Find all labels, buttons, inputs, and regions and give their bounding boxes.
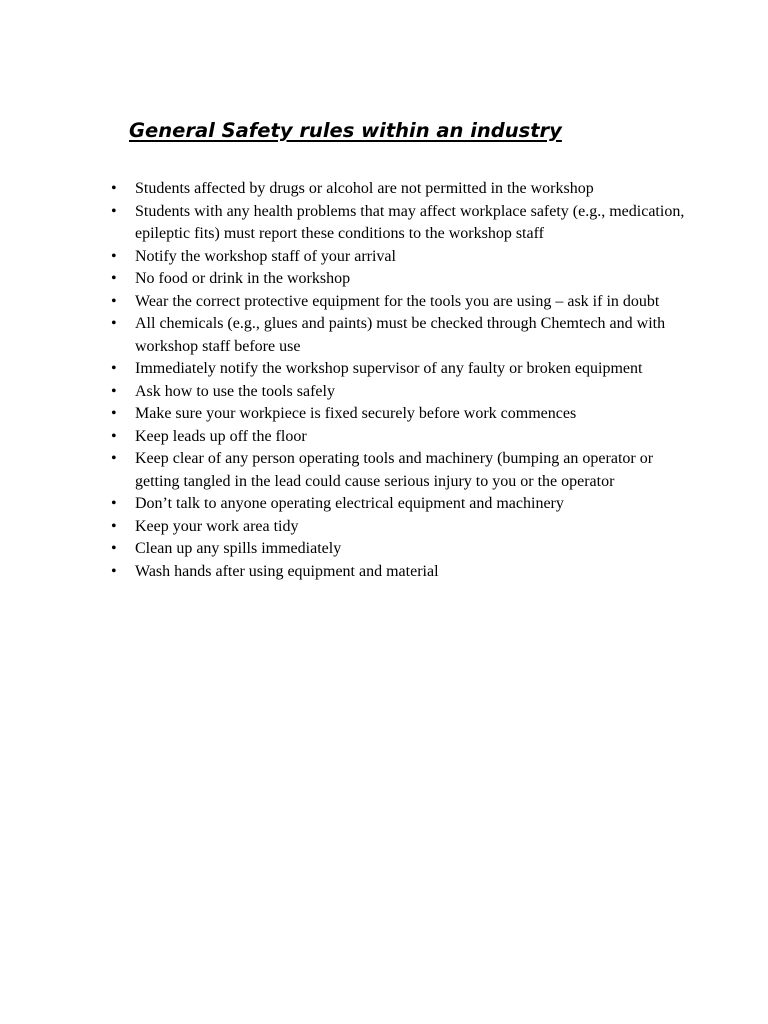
bullet-icon: •	[111, 562, 117, 580]
rule-text: Wash hands after using equipment and material	[135, 562, 439, 580]
bullet-icon: •	[111, 450, 117, 467]
rule-text: Immediately notify the workshop supervisor of any faulty or broken equipment	[135, 360, 643, 377]
rule-text: All chemicals (e.g., glues and paints) must be checked through Chemtech and with workshop staff before use	[135, 315, 666, 355]
rule-text: No food or drink in the workshop	[135, 270, 351, 287]
rule-text: Clean up any spills immediately	[135, 540, 342, 557]
rule-text: Notify the workshop staff of your arrival	[135, 247, 396, 265]
safety-rules-list	[106, 178, 696, 583]
bullet-icon: •	[111, 495, 117, 512]
bullet-icon: •	[111, 247, 117, 265]
bullet-icon: •	[111, 270, 117, 287]
bullet-icon: •	[111, 540, 117, 557]
list-item	[106, 381, 696, 404]
rule-text: Ask how to use the tools safely	[135, 382, 335, 400]
rule-text: Keep clear of any person operating tools and machinery (bumping an operator or getting tangled in the lead could cause serious injury to you or the operator	[135, 450, 654, 490]
list-item	[106, 516, 696, 539]
rule-text: Students affected by drugs or alcohol are not permitted in the workshop	[135, 180, 594, 197]
bullet-icon: •	[111, 517, 117, 535]
list-item	[106, 358, 696, 381]
rule-text: Keep leads up off the floor	[135, 427, 307, 445]
document-title: General Safety rules within an industry	[129, 119, 562, 142]
rule-text: Make sure your workpiece is fixed securely before work commences	[135, 405, 577, 422]
list-item	[106, 178, 696, 201]
bullet-icon: •	[111, 202, 117, 220]
rule-text: Students with any health problems that may affect workplace safety (e.g., medication, epileptic fits) must report these conditions to the workshop staff	[135, 202, 685, 242]
bullet-icon: •	[111, 292, 117, 310]
list-item	[106, 201, 696, 246]
list-item	[106, 448, 696, 493]
list-item	[106, 403, 696, 426]
bullet-icon: •	[111, 405, 117, 422]
list-item	[106, 426, 696, 449]
list-item	[106, 291, 696, 314]
bullet-icon: •	[111, 315, 117, 332]
bullet-icon: •	[111, 382, 117, 400]
rule-text: Keep your work area tidy	[135, 517, 299, 535]
bullet-icon: •	[111, 180, 117, 197]
list-item	[106, 538, 696, 561]
bullet-icon: •	[111, 360, 117, 377]
list-item	[106, 268, 696, 291]
list-item	[106, 246, 696, 269]
bullet-icon: •	[111, 427, 117, 445]
rule-text: Don’t talk to anyone operating electrical equipment and machinery	[135, 495, 564, 512]
list-item	[106, 313, 696, 358]
list-item	[106, 493, 696, 516]
list-item	[106, 561, 696, 584]
rule-text: Wear the correct protective equipment for the tools you are using – ask if in doubt	[135, 292, 660, 310]
